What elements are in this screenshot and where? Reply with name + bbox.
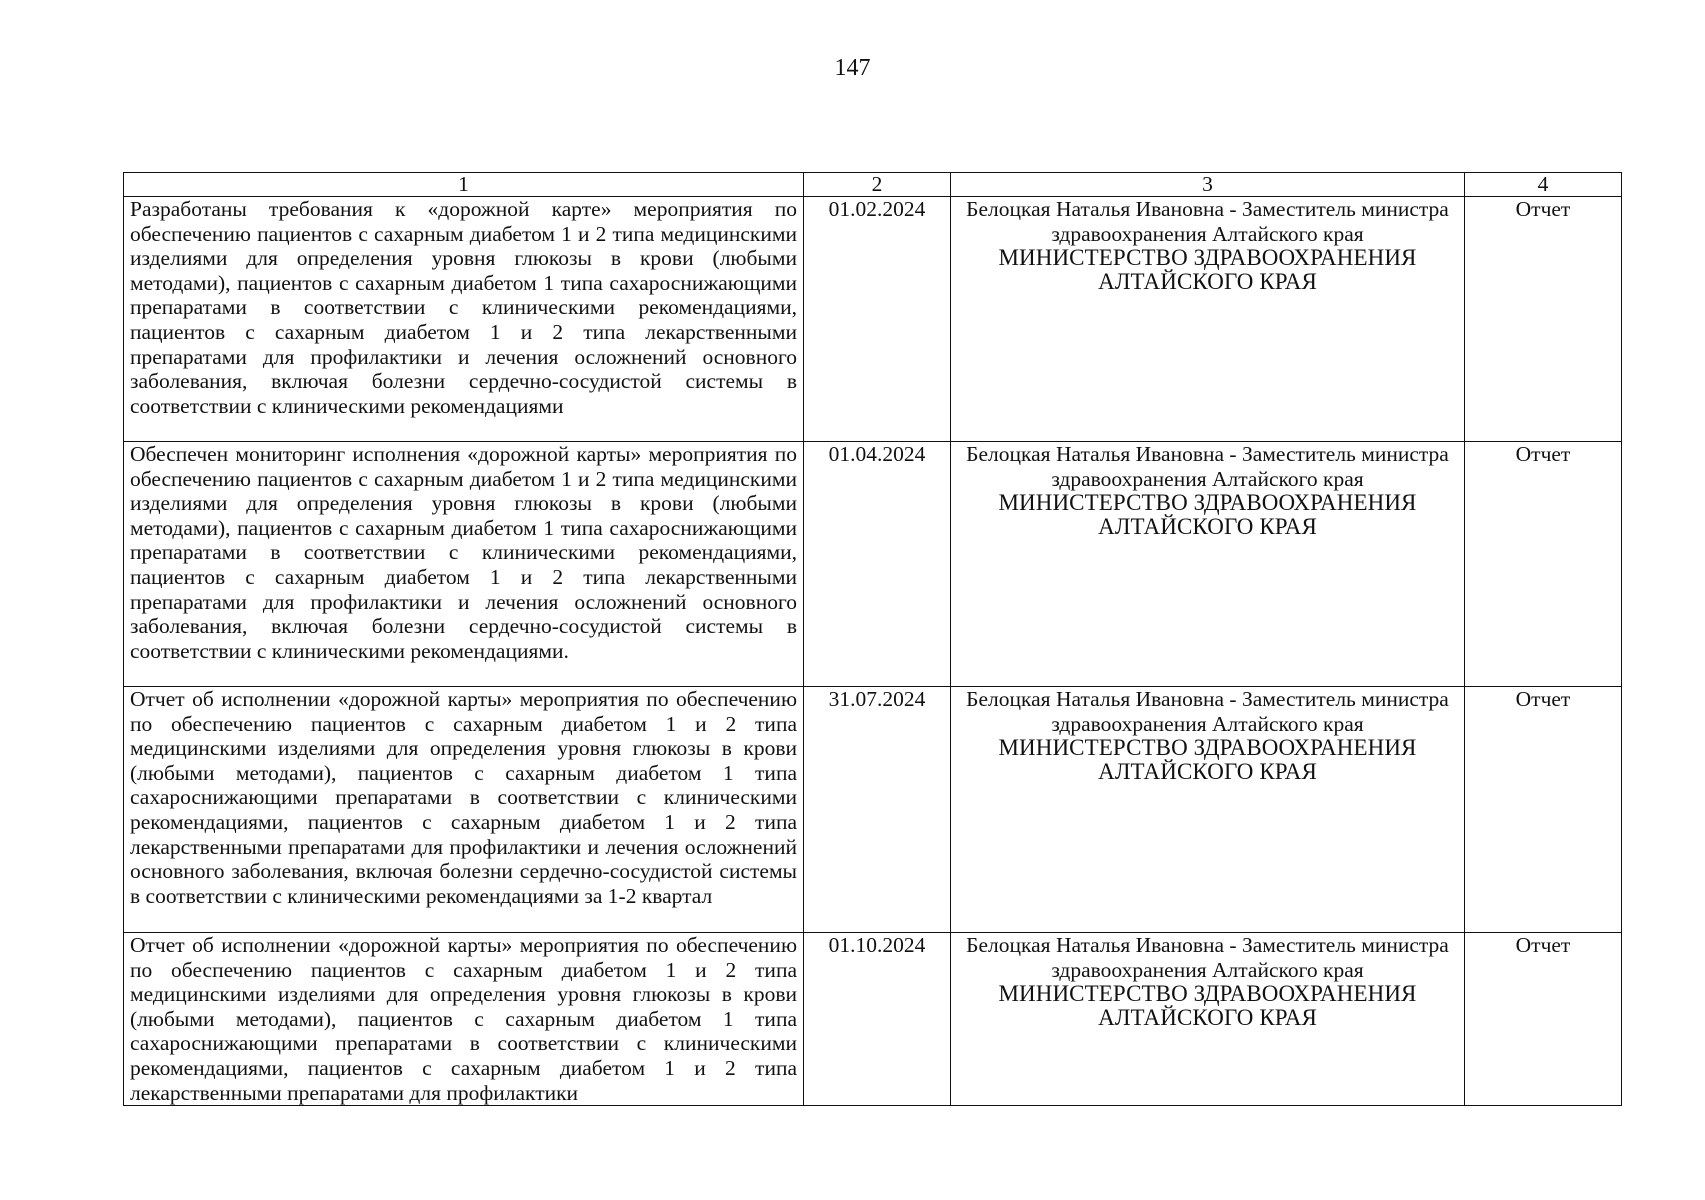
column-header-4: 4 xyxy=(1465,173,1622,197)
task-responsible xyxy=(951,197,1465,442)
column-header-3: 3 xyxy=(951,173,1465,197)
task-description: Отчет об исполнении «дорожной карты» мероприятия по обеспечению по обеспечению пациентов с сахарным диабетом 1 и 2 типа медицинскими изделиями для определения уровня глюкозы в крови (любыми методами), пациентов с сахарным диабетом 1 типа сахароснижающими препаратами в соответствии с клиническими рекомендациями, пациентов с сахарным диабетом 1 и 2 типа лекарственными препаратами для профилактики xyxy=(124,933,804,1106)
task-date: 31.07.2024 xyxy=(804,687,951,933)
responsible-person: Белоцкая Наталья Ивановна - Заместитель министра здравоохранения Алтайского края xyxy=(966,933,1449,982)
task-responsible xyxy=(951,933,1465,1106)
task-date: 01.02.2024 xyxy=(804,197,951,442)
table-header-row xyxy=(124,173,1622,197)
task-result: Отчет xyxy=(1465,442,1622,687)
task-result: Отчет xyxy=(1465,197,1622,442)
task-description: Обеспечен мониторинг исполнения «дорожной карты» мероприятия по обеспечению пациентов с сахарным диабетом 1 и 2 типа медицинскими изделиями для определения уровня глюкозы в крови (любыми методами), пациентов с сахарным диабетом 1 типа сахароснижающими препаратами в соответствии с клиническими рекомендациями, пациентов с сахарным диабетом 1 и 2 типа лекарственными препаратами для профилактики и лечения осложнений основного заболевания, включая болезни сердечно-сосудистой системы в соответствии с клиническими рекомендациями. xyxy=(124,442,804,687)
task-responsible xyxy=(951,687,1465,933)
task-date: 01.10.2024 xyxy=(804,933,951,1106)
task-date: 01.04.2024 xyxy=(804,442,951,687)
table-row xyxy=(124,687,1622,933)
table-row xyxy=(124,197,1622,442)
column-header-1: 1 xyxy=(124,173,804,197)
task-description: Разработаны требования к «дорожной карте» мероприятия по обеспечению пациентов с сахарным диабетом 1 и 2 типа медицинскими изделиями для определения уровня глюкозы в крови (любыми методами), пациентов с сахарным диабетом 1 типа сахароснижающими препаратами в соответствии с клиническими рекомендациями, пациентов с сахарным диабетом 1 и 2 типа лекарственными препаратами для профилактики и лечения осложнений основного заболевания, включая болезни сердечно-сосудистой системы в соответствии с клиническими рекомендациями xyxy=(124,197,804,442)
task-responsible xyxy=(951,442,1465,687)
responsible-organization: МИНИСТЕРСТВО ЗДРАВООХРАНЕНИЯ АЛТАЙСКОГО КРАЯ xyxy=(998,245,1417,295)
responsible-organization: МИНИСТЕРСТВО ЗДРАВООХРАНЕНИЯ АЛТАЙСКОГО КРАЯ xyxy=(998,735,1417,785)
task-result: Отчет xyxy=(1465,933,1622,1106)
column-header-2: 2 xyxy=(804,173,951,197)
responsible-organization: МИНИСТЕРСТВО ЗДРАВООХРАНЕНИЯ АЛТАЙСКОГО КРАЯ xyxy=(998,490,1417,540)
responsible-person: Белоцкая Наталья Ивановна - Заместитель министра здравоохранения Алтайского края xyxy=(966,442,1449,491)
responsible-person: Белоцкая Наталья Ивановна - Заместитель министра здравоохранения Алтайского края xyxy=(966,687,1449,736)
plan-table xyxy=(123,172,1622,1106)
table-row xyxy=(124,933,1622,1106)
responsible-organization: МИНИСТЕРСТВО ЗДРАВООХРАНЕНИЯ АЛТАЙСКОГО КРАЯ xyxy=(998,981,1417,1031)
table-row xyxy=(124,442,1622,687)
task-description: Отчет об исполнении «дорожной карты» мероприятия по обеспечению по обеспечению пациентов с сахарным диабетом 1 и 2 типа медицинскими изделиями для определения уровня глюкозы в крови (любыми методами), пациентов с сахарным диабетом 1 типа сахароснижающими препаратами в соответствии с клиническими рекомендациями, пациентов с сахарным диабетом 1 и 2 типа лекарственными препаратами для профилактики и лечения осложнений основного заболевания, включая болезни сердечно-сосудистой системы в соответствии с клиническими рекомендациями за 1-2 квартал xyxy=(124,687,804,933)
task-result: Отчет xyxy=(1465,687,1622,933)
page-number: 147 xyxy=(834,55,871,81)
responsible-person: Белоцкая Наталья Ивановна - Заместитель министра здравоохранения Алтайского края xyxy=(966,197,1449,246)
